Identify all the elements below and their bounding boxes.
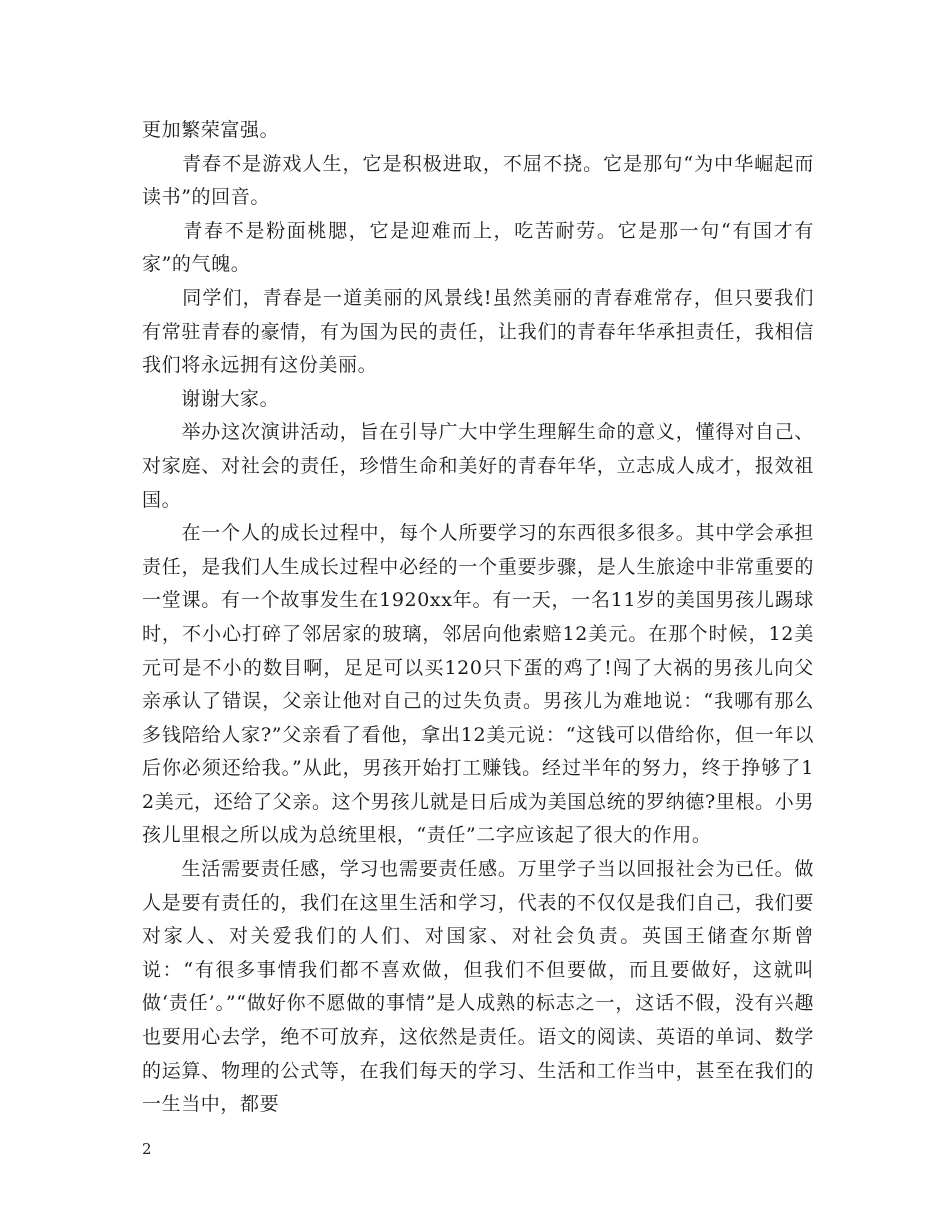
paragraph-thanks: 谢谢大家。 [142,387,280,410]
body-text [142,114,814,1122]
paragraph-responsibility: 生活需要责任感，学习也需要责任感。万里学子当以回报社会为已任。做人是要有责任的，我们在这里生活和学习，代表的不仅仅是我们自己，我们要对家人、对关爱我们的人们、对国家、对社会负责。英国王储查尔斯曾说：“有很多事情我们都不喜欢做，但我们不但要做，而且要做好，这就叫做‘责任’。”“做好你不愿做的事情”是人成熟的标志之一，这话不假，没有兴趣也要用心去学，绝不可放弃，这依然是责任。语文的阅读、英语的单词、数学的运算、物理的公式等，在我们每天的学习、生活和工作当中，甚至在我们的一生当中，都要 [142,858,814,1116]
paragraph-youth-not-game: 青春不是游戏人生，它是积极进取，不屈不挠。它是那句“为中华崛起而读书”的回音。 [142,152,814,209]
paragraph-reagan-story: 在一个人的成长过程中，每个人所要学习的东西很多很多。其中学会承担责任，是我们人生成长过程中必经的一个重要步骤，是人生旅途中非常重要的一堂课。有一个故事发生在1920xx年。有一天，一名11岁的美国男孩儿踢球时，不小心打碎了邻居家的玻璃，邻居向他索赔12美元。在那个时候，12美元可是不小的数目啊，足足可以买120只下蛋的鸡了!闯了大祸的男孩儿向父亲承认了错误，父亲让他对自己的过失负责。男孩儿为难地说：“我哪有那么多钱陪给人家?”父亲看了看他，拿出12美元说：“这钱可以借给你，但一年以后你必须还给我。”从此，男孩开始打工赚钱。经过半年的努力，终于挣够了12美元，还给了父亲。这个男孩儿就是日后成为美国总统的罗纳德?里根。小男孩儿里根之所以成为总统里根，“责任”二字应该起了很大的作用。 [142,522,814,847]
paragraph-event-purpose: 举办这次演讲活动，旨在引导广大中学生理解生命的意义，懂得对自己、对家庭、对社会的责任，珍惜生命和美好的青春年华，立志成人成才，报效祖国。 [142,421,814,511]
paragraph-youth-not-beauty: 青春不是粉面桃腮，它是迎难而上，吃苦耐劳。它是那一句“有国才有家”的气魄。 [142,219,814,276]
paragraph-classmates: 同学们，青春是一道美丽的风景线!虽然美丽的青春难常存，但只要我们有常驻青春的豪情，有为国为民的责任，让我们的青春年华承担责任，我相信我们将永远拥有这份美丽。 [142,286,814,377]
page-number: 2 [142,1140,152,1158]
paragraph-continuation: 更加繁荣富强。 [142,119,280,141]
